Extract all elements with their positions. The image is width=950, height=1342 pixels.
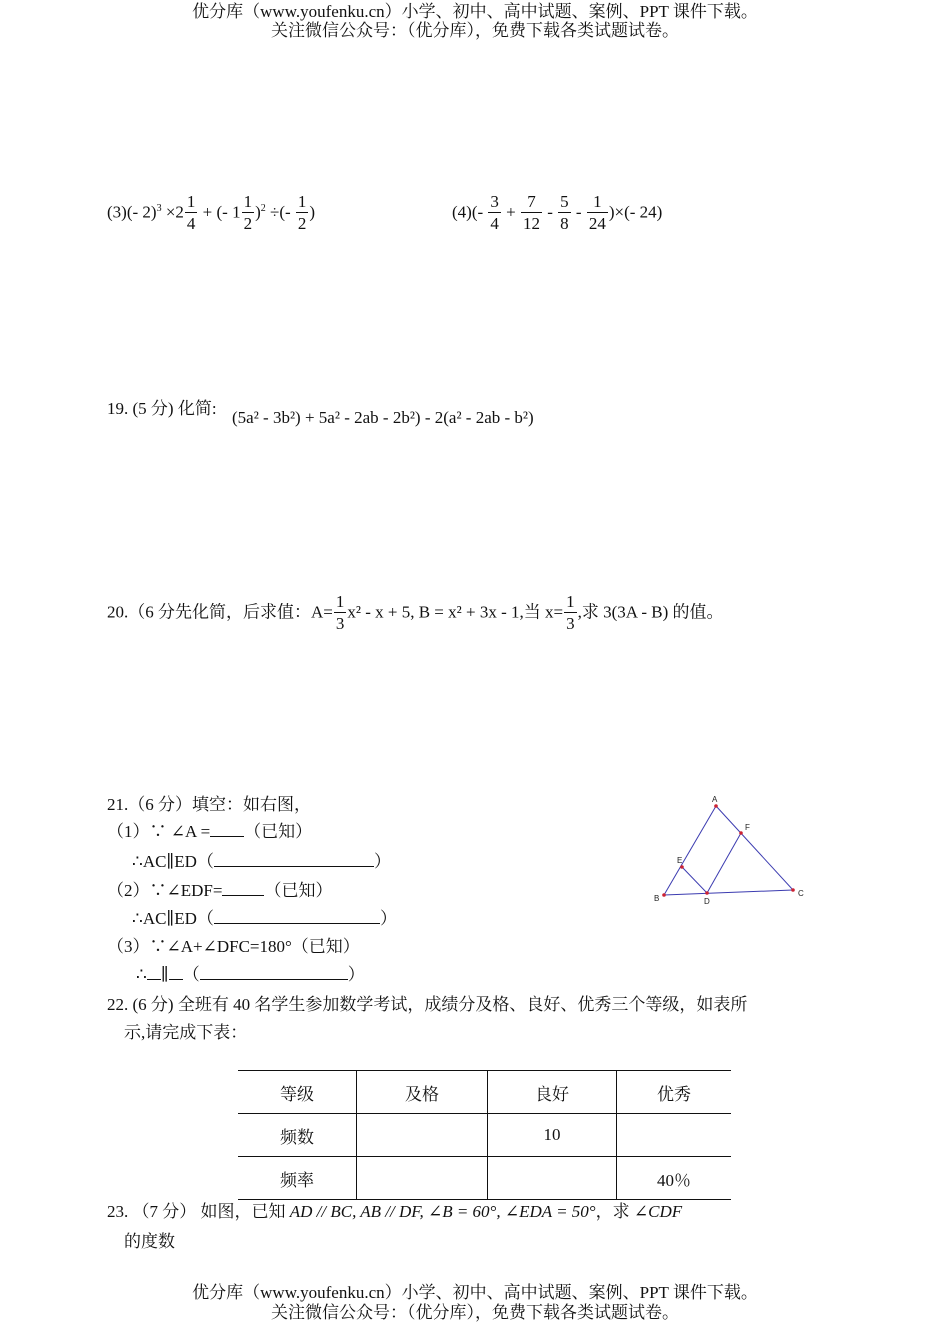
fraction-3-4: $\frac{3}{4}$: [490, 192, 499, 233]
table-header: 等级: [238, 1071, 357, 1114]
point-label-f: F: [745, 823, 750, 832]
segment-ab: [664, 806, 716, 895]
page-footer-line2: 关注微信公众号：（优分库），免费下载各类试题试卷。: [271, 1303, 679, 1322]
fraction-7-12: $\frac{7}{12}$: [523, 192, 540, 233]
q23-expression: AD // BC, AB // DF, ∠B = 60°, ∠EDA = 50°: [289, 1202, 596, 1221]
q23-label: 23. （7 分） 如图，已知: [107, 1202, 286, 1221]
q19-label: 19. (5 分) 化简:: [107, 399, 217, 418]
fraction-1-2b: $\frac{1}{2}$: [297, 192, 307, 233]
segment-df: [707, 833, 741, 893]
fraction-1-3b: $\frac{1}{3}$: [566, 592, 575, 633]
answer-blank[interactable]: [169, 979, 183, 980]
table-cell: 40％: [617, 1157, 732, 1200]
q21-step1-reason: ∴AC∥ED（ ）: [132, 852, 391, 871]
q19-expression: (5a² - 3b²) + 5a² - 2ab - 2b²) - 2(a² - 2ab - b²): [232, 408, 534, 427]
answer-blank[interactable]: [222, 895, 264, 896]
table-cell: 频数: [238, 1114, 357, 1157]
fraction-1-2: $\frac{1}{2}$: [243, 192, 253, 233]
fraction-1-24: $\frac{1}{24}$: [588, 192, 606, 233]
point-label-c: C: [798, 889, 804, 898]
table-cell[interactable]: [357, 1114, 488, 1157]
table-header: 及格: [357, 1071, 488, 1114]
q23-target: ∠CDF: [633, 1202, 683, 1221]
q21-step3-reason: ∴ ∥ （ ）: [136, 965, 365, 984]
q18-part3: (3)(- 2)$^3$ ×2 $\frac{1}{4}$ + (- 1 $\frac{1}{2}$ )$^2$ ÷(- $\frac{1}{2}$ ): [107, 192, 316, 233]
table-cell: 10: [488, 1114, 617, 1157]
table-header-row: [238, 1071, 731, 1114]
page-header-line2: 关注微信公众号：（优分库），免费下载各类试题试卷。: [271, 21, 679, 40]
answer-blank[interactable]: [214, 923, 380, 924]
q23-line2: 的度数: [124, 1232, 175, 1251]
fraction-1-4: $\frac{1}{4}$: [186, 192, 196, 233]
q22-line1: 22. (6 分) 全班有 40 名学生参加数学考试，成绩分及格、良好、优秀三个等级，如表所: [107, 995, 748, 1014]
point-label-e: E: [677, 856, 683, 865]
table-cell[interactable]: [488, 1157, 617, 1200]
table-header: 优秀: [617, 1071, 732, 1114]
q21-step2-reason: ∴AC∥ED（ ）: [132, 909, 397, 928]
q21-step1: （1）∵ ∠A = （已知）: [107, 822, 313, 841]
q22-line2: 示,请完成下表：: [124, 1023, 248, 1042]
point-label-d: D: [704, 897, 710, 906]
q18-part4-label: (4): [452, 202, 472, 222]
table-cell: 频率: [238, 1157, 357, 1200]
page-footer-line1: 优分库（www.youfenku.cn）小学、初中、高中试题、案例、PPT 课件下载。: [192, 1283, 758, 1302]
q23-line1: 23. （7 分） 如图，已知 AD // BC, AB // DF, ∠B = 60°, ∠EDA = 50°，求 ∠CDF: [107, 1202, 683, 1221]
q21-step2: （2）∵∠EDF= （已知）: [107, 881, 333, 900]
q20: 20.（6 分先化简，后求值：A= $\frac{1}{3}$ x² - x + 5, B = x² + 3x - 1,当 x= $\frac{1}{3}$ ,求 3(3A - B) 的值。: [107, 592, 724, 633]
q21-step3: （3）∵∠A+∠DFC=180°（已知）: [107, 937, 360, 956]
triangle-figure: [640, 790, 820, 910]
page-header-line1: 优分库（www.youfenku.cn）小学、初中、高中试题、案例、PPT 课件下载。: [192, 2, 758, 21]
answer-blank[interactable]: [200, 979, 348, 980]
q18-part3-label: (3): [107, 202, 127, 222]
answer-blank[interactable]: [214, 866, 374, 867]
segment-ac: [716, 806, 793, 890]
q21-title: 21.（6 分）填空：如右图，: [107, 795, 311, 814]
fraction-5-8: $\frac{5}{8}$: [560, 192, 569, 233]
fraction-1-3: $\frac{1}{3}$: [335, 592, 345, 633]
q20-expression: x² - x + 5, B = x² + 3x - 1,: [347, 602, 524, 622]
table-row: [238, 1114, 731, 1157]
answer-blank[interactable]: [210, 836, 244, 837]
q20-label: 20.（6 分先化简，后求值：A=: [107, 602, 333, 622]
point-label-a: A: [712, 795, 718, 804]
grade-table: [238, 1070, 731, 1200]
table-row: [238, 1157, 731, 1200]
q18-part4: (4)(- $\frac{3}{4}$ + $\frac{7}{12}$ - $\frac{5}{8}$ - $\frac{1}{24}$ )×(- 24): [452, 192, 663, 233]
segment-ed: [682, 867, 707, 893]
segment-bc: [664, 890, 793, 895]
table-header: 良好: [488, 1071, 617, 1114]
table-cell[interactable]: [617, 1114, 732, 1157]
point-label-b: B: [654, 894, 660, 903]
answer-blank[interactable]: [147, 979, 161, 980]
table-cell[interactable]: [357, 1157, 488, 1200]
